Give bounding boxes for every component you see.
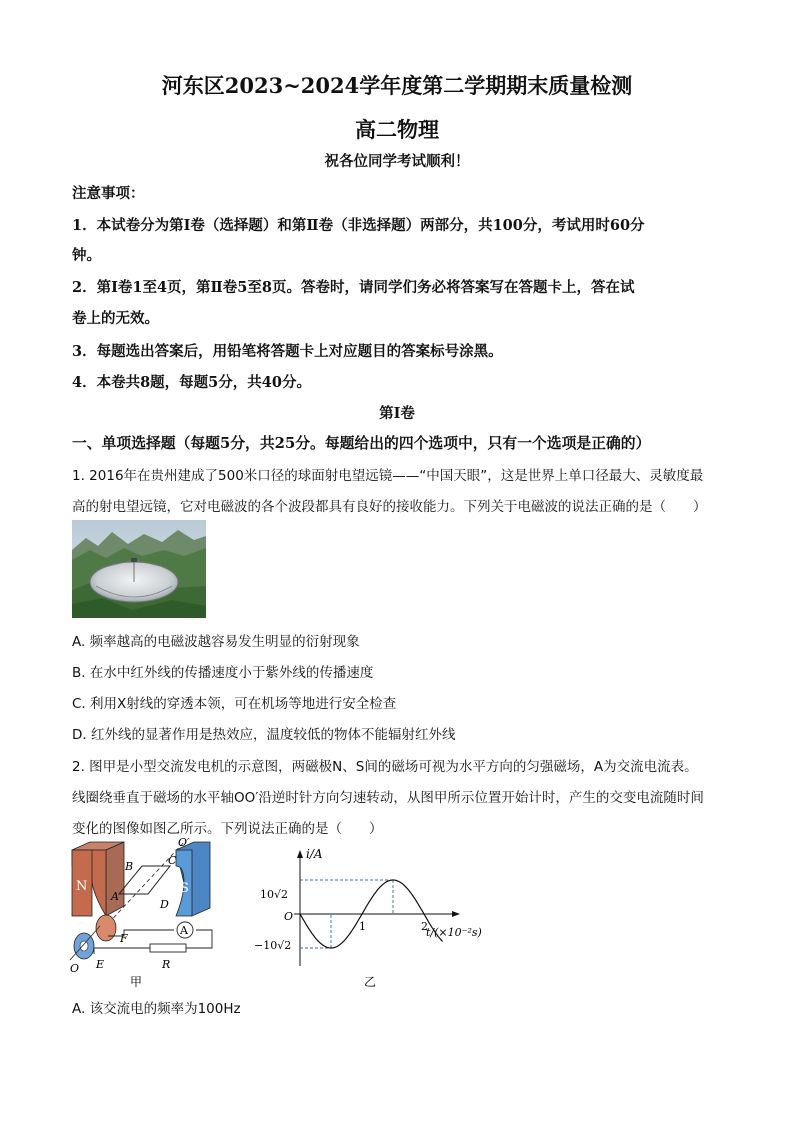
note-line: 卷上的无效。 — [72, 310, 159, 327]
note-line: 2．第Ⅰ卷1至4页，第Ⅱ卷5至8页。答卷时，请同学们务必将答案写在答题卡上，答在试 — [72, 279, 635, 296]
subject-title: 高二物理 — [355, 117, 439, 142]
label-b: B — [125, 860, 134, 873]
ammeter-label: A — [180, 924, 188, 937]
telescope-photo — [72, 520, 206, 618]
graph-ytick-neg: −10√2 — [254, 939, 292, 952]
q2-line: 线圈绕垂直于磁场的水平轴OO′沿逆时针方向匀速转动，从图甲所示位置开始计时，产生的交变电流随时间 — [72, 790, 704, 806]
pole-s-label: S — [180, 881, 189, 896]
generator-diagram — [70, 836, 212, 989]
exam-title: 河东区2023~2024学年度第二学期期末质量检测 — [161, 73, 633, 98]
q1-line: 1. 2016年在贵州建成了500米口径的球面射电望远镜——“中国天眼”，这是世界上单口径最大、灵敏度最 — [72, 468, 704, 484]
label-o: O — [70, 962, 80, 975]
q1-option-d: D. 红外线的显著作用是热效应，温度较低的物体不能辐射红外线 — [72, 727, 456, 743]
note-line: 钟。 — [72, 247, 101, 264]
section-heading: 一、单项选择题（每题5分，共25分。每题给出的四个选项中，只有一个选项是正确的） — [72, 435, 651, 452]
graph-xtick-2: 2 — [421, 920, 428, 933]
label-c: C — [168, 854, 177, 867]
label-a: A — [111, 890, 119, 903]
graph-origin: O — [284, 910, 294, 923]
graph-ytick-pos: 10√2 — [260, 888, 289, 901]
label-o-prime: O′ — [178, 836, 190, 849]
q1-option-a: A. 频率越高的电磁波越容易发生明显的衍射现象 — [72, 634, 360, 650]
q2-option-a: A. 该交流电的频率为100Hz — [72, 1001, 241, 1017]
note-line: 4．本卷共8题，每题5分，共40分。 — [72, 374, 311, 391]
pole-n-label: N — [76, 879, 88, 894]
note-line: 3．每题选出答案后，用铅笔将答题卡上对应题目的答案标号涂黑。 — [72, 343, 503, 360]
label-e: E — [96, 958, 105, 971]
volume-label: 第Ⅰ卷 — [379, 405, 415, 422]
caption-jia: 甲 — [130, 975, 143, 989]
label-r: R — [162, 958, 171, 971]
q1-line: 高的射电望远镜，它对电磁波的各个波段都具有良好的接收能力。下列关于电磁波的说法正确的是（ ） — [72, 499, 707, 515]
note-line: 1．本试卷分为第Ⅰ卷（选择题）和第Ⅱ卷（非选择题）两部分，共100分，考试用时60分 — [72, 217, 645, 234]
graph-ylabel: i/A — [306, 847, 323, 861]
notes-heading: 注意事项： — [72, 185, 145, 202]
current-time-graph — [254, 847, 482, 989]
q2-figure — [64, 836, 494, 992]
caption-yi: 乙 — [364, 975, 377, 989]
q2-line: 2. 图甲是小型交流发电机的示意图，两磁极N、S间的磁场可视为水平方向的匀强磁场，A为交流电流表。 — [72, 759, 698, 775]
label-f: F — [120, 932, 128, 945]
graph-xtick-1: 1 — [359, 920, 366, 933]
graph-xlabel: t/(×10⁻²s) — [426, 926, 482, 939]
q2-line: 变化的图像如图乙所示。下列说法正确的是（ ） — [72, 821, 383, 837]
blessing-text: 祝各位同学考试顺利！ — [324, 153, 470, 170]
label-d: D — [160, 898, 169, 911]
q1-option-c: C. 利用X射线的穿透本领，可在机场等地进行安全检查 — [72, 696, 397, 712]
q1-option-b: B. 在水中红外线的传播速度小于紫外线的传播速度 — [72, 665, 374, 681]
